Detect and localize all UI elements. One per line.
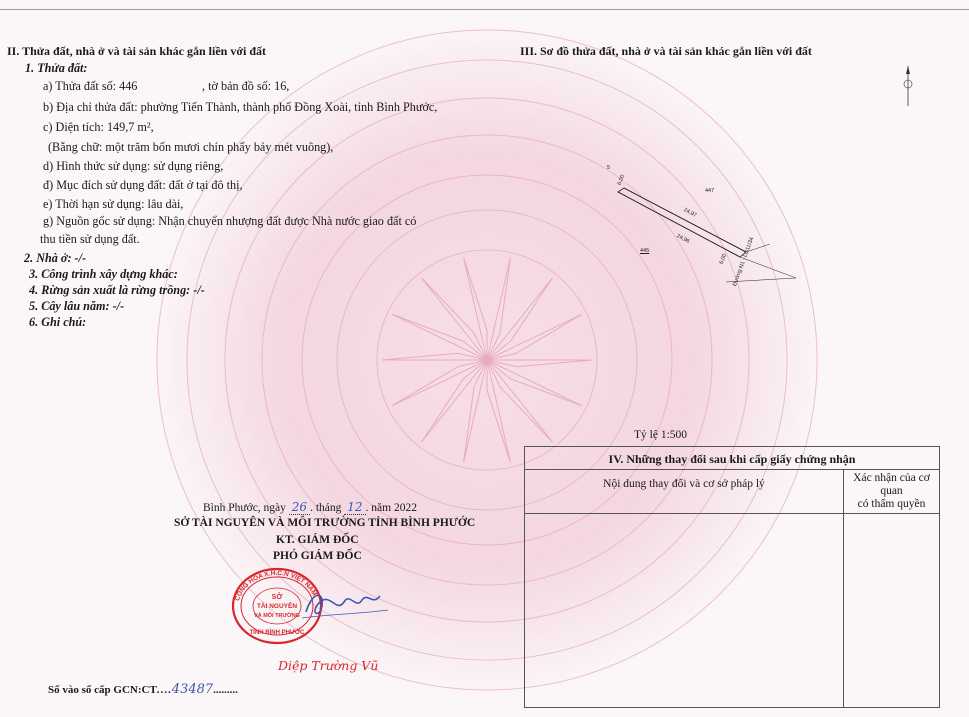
section3-title: III. Sơ đồ thửa đất, nhà ở và tài sản khác gắn liền với đất: [520, 44, 812, 58]
change-content-cell: [525, 514, 844, 708]
plot-neighbor-445: 445: [640, 248, 650, 254]
house-info: 2. Nhà ở: -/-: [24, 251, 87, 265]
map-sheet: , tờ bản đồ số: 16,: [202, 79, 290, 93]
construction-info: 3. Công trình xây dựng khác:: [29, 267, 178, 281]
date-prefix: Bình Phước, ngày: [203, 502, 286, 514]
parcel-address: b) Địa chỉ thửa đất: phường Tiến Thành, thành phố Đồng Xoài, tỉnh Bình Phước,: [43, 100, 438, 114]
department-name: SỞ TÀI NGUYÊN VÀ MÔI TRƯỜNG TỈNH BÌNH PHƯỚC: [174, 517, 476, 529]
plot-neighbor-447: 447: [705, 188, 715, 194]
signature-scribble: [300, 584, 390, 624]
confirmation-cell: [844, 514, 940, 708]
plot-corner-label: 5: [607, 165, 611, 171]
kt-director: KT. GIÁM ĐỐC: [276, 534, 359, 546]
perennial-info: 5. Cây lâu năm: -/-: [29, 299, 125, 313]
scale-label: Tỷ lệ 1:500: [634, 429, 688, 441]
sign-date: [203, 500, 417, 516]
plot-length-bottom: 24,96: [675, 233, 691, 245]
svg-text:VÀ MÔI TRƯỜNG: VÀ MÔI TRƯỜNG: [254, 613, 300, 619]
month-prefix: . tháng: [310, 502, 342, 514]
parcel-area: c) Diện tích: 149,7 m²,: [43, 120, 154, 134]
notes-info: 6. Ghi chú:: [29, 315, 87, 329]
col-confirmation-line1: Xác nhận của cơ quan: [853, 472, 930, 497]
stamp-text-top: CỘNG HÒA X.H.C.N VIỆT NAM: [233, 569, 318, 602]
plot-side-bottom: 6,00: [718, 252, 729, 266]
usage-form: d) Hình thức sử dụng: sử dụng riêng,: [43, 159, 224, 173]
date-year: . năm 2022: [365, 502, 417, 514]
registry-line: Số vào sổ cấp GCN:CT....43487.........: [48, 682, 238, 697]
svg-text:TỈNH BÌNH PHƯỚC: TỈNH BÌNH PHƯỚC: [249, 630, 305, 636]
usage-origin: g) Nguồn gốc sử dụng: Nhận chuyển nhượng đất được Nhà nước giao đất có: [43, 214, 417, 228]
registry-label: Số vào sổ cấp GCN:CT: [48, 684, 157, 696]
land-heading: 1. Thửa đất:: [25, 61, 88, 75]
col-confirmation-line2: có thẩm quyền: [857, 498, 926, 510]
section2-title: II. Thửa đất, nhà ở và tài sản khác gắn liền với đất: [7, 44, 267, 58]
usage-origin-cont: thu tiền sử dụng đất.: [40, 232, 140, 246]
signer-name: Diệp Trường Vũ: [278, 658, 379, 673]
area-in-words: (Bằng chữ: một trăm bốn mươi chín phẩy bảy mét vuông),: [48, 140, 334, 154]
date-month: 12: [344, 500, 365, 515]
parcel-number: a) Thửa đất số: 446: [43, 79, 138, 93]
plot-side-top: 6,00: [616, 173, 627, 187]
col-change-content: Nội dung thay đổi và cơ sở pháp lý: [525, 470, 844, 514]
plot-length-top: 24,97: [682, 207, 698, 219]
usage-purpose: đ) Mục đích sử dụng đất: đất ở tại đô thị,: [43, 178, 243, 192]
changes-table: [524, 446, 940, 708]
col-confirmation: [844, 470, 940, 514]
top-border: [0, 9, 969, 10]
registry-number: 43487: [171, 682, 214, 697]
north-arrow-icon: [898, 66, 918, 110]
plot-diagram: [600, 160, 800, 310]
usage-term: e) Thời hạn sử dụng: lâu dài,: [43, 197, 184, 211]
deputy-director: PHÓ GIÁM ĐỐC: [273, 550, 362, 562]
plot-road-label: Đường N1 - LG11/34: [732, 236, 756, 288]
svg-text:SỞ: SỞ: [271, 594, 283, 601]
forest-info: 4. Rừng sản xuất là rừng trồng: -/-: [29, 283, 205, 297]
svg-text:TÀI NGUYÊN: TÀI NGUYÊN: [256, 603, 298, 610]
section4-title: IV. Những thay đổi sau khi cấp giấy chứng nhận: [525, 447, 940, 470]
date-day: 26: [289, 500, 310, 515]
